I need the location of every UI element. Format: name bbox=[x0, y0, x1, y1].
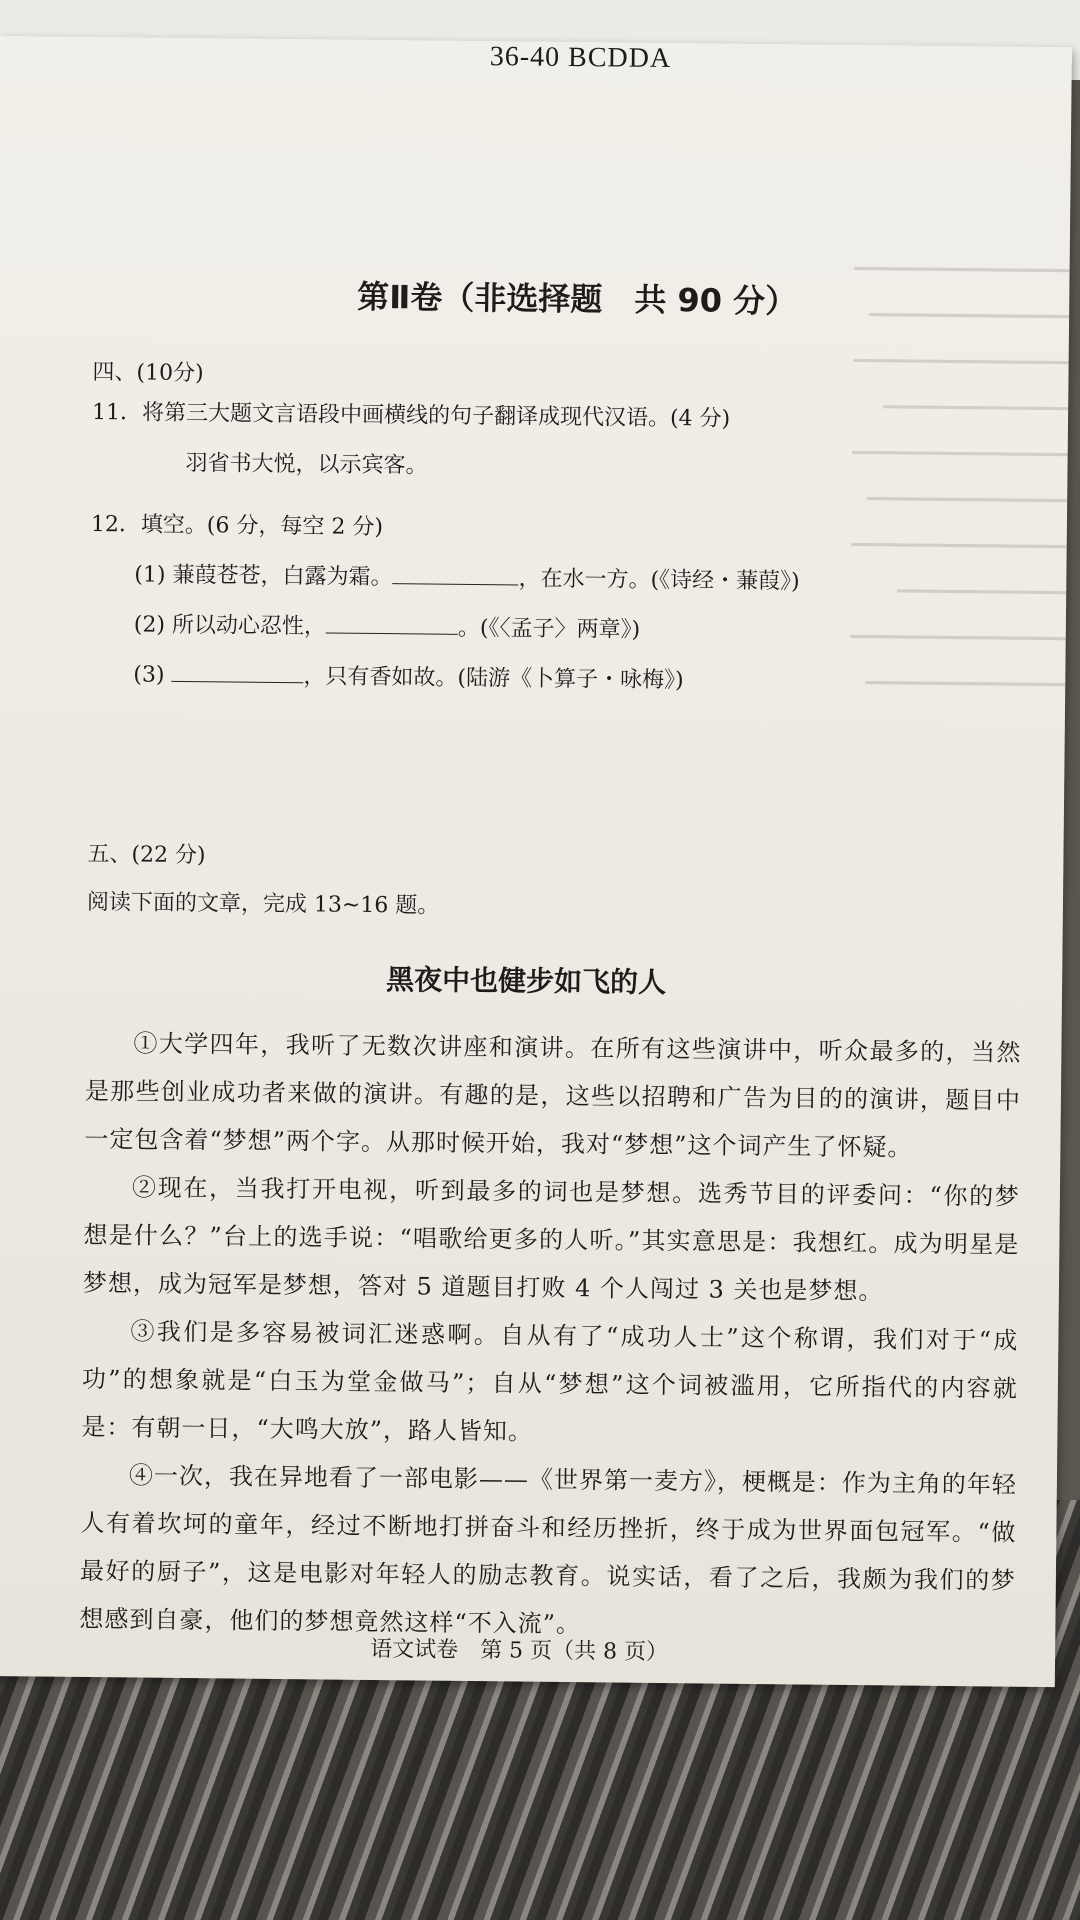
article-paragraph-1: ①大学四年，我听了无数次讲座和演讲。在所有这些演讲中，听众最多的，当然是那些创业成功者来做的演讲。有趣的是，这些以招聘和广告为目的的演讲，题目中一定包含着“梦想”两个字。从那时候开始，我对“梦想”这个词产生了怀疑。 bbox=[84, 1029, 1022, 1162]
article-paragraph-3: ③我们是多容易被词汇迷惑啊。自从有了“成功人士”这个称谓，我们对于“成功”的想象就是“白玉为堂金做马”；自从“梦想”这个词被滥用，它所指代的内容就是：有朝一日，“大鸣大放”，路人皆知。 bbox=[81, 1317, 1019, 1446]
article-paragraph-2: ②现在，当我打开电视，听到最多的词也是梦想。选秀节目的评委问：“你的梦想是什么？”台上的选手说：“唱歌给更多的人听。”其实意思是：我想红。成为明星是梦想，成为冠军是梦想，答对 5 道题目打败 4 个人闯过 3 关也是梦想。 bbox=[82, 1173, 1021, 1306]
q12-item-1-before: (1) 蒹葭苍苍，白露为霜。 bbox=[134, 562, 393, 591]
answer-blank-1[interactable] bbox=[392, 563, 518, 585]
part5-instruction: 阅读下面的文章，完成 13~16 题。 bbox=[86, 889, 440, 919]
section-title: 第Ⅱ卷（非选择题 共 90 分） bbox=[357, 277, 798, 321]
q12-item-3-before: (3) bbox=[133, 662, 165, 688]
q11-sentence: 羽省书大悦，以示宾客。 bbox=[185, 450, 428, 479]
q12-item-2-before: (2) 所以动心忍性， bbox=[133, 612, 327, 640]
exam-page bbox=[0, 36, 1072, 1687]
q12-item-3 bbox=[133, 657, 684, 694]
q12-prompt: 12．填空。(6 分，每空 2 分) bbox=[90, 511, 384, 541]
answer-blank-2[interactable] bbox=[326, 612, 458, 634]
q12-item-1 bbox=[134, 557, 800, 595]
header-answer-key: 36-40 BCDDA bbox=[489, 41, 672, 75]
q12-item-3-after: ，只有香如故。(陆游《卜算子・咏梅》) bbox=[303, 664, 684, 694]
answer-blank-3[interactable] bbox=[171, 661, 303, 683]
part5-heading: 五、(22 分) bbox=[87, 841, 206, 869]
part4-heading: 四、(10分) bbox=[92, 359, 204, 387]
show-through-text: ▁▁▁▁▁▁▁▁▁▁▁▁▁▁ ▁▁▁▁▁▁▁▁▁▁▁▁▁ ▁▁▁▁▁▁▁▁▁▁▁▁▁▁ ▁▁▁▁▁▁▁▁▁▁▁▁ ▁▁▁▁▁▁▁▁▁▁▁▁▁▁ ▁▁▁▁▁▁▁▁▁▁▁▁▁ ▁▁▁▁▁▁▁▁▁▁▁▁▁▁ ▁▁▁▁▁▁▁▁▁▁▁ ▁▁▁▁▁▁▁▁▁▁▁▁▁▁ ▁▁▁▁▁▁▁▁▁▁▁▁▁ bbox=[850, 245, 1070, 687]
q12-item-2 bbox=[134, 607, 641, 643]
article-paragraph-4: ④一次，我在异地看了一部电影——《世界第一麦方》，梗概是：作为主角的年轻人有着坎坷的童年，经过不断地打拼奋斗和经历挫折，终于成为世界面包冠军。“做最好的厨子”，这是电影对年轻人的励志教育。说实话，看了之后，我颇为我们的梦想感到自豪，他们的梦想竟然这样“不入流”。 bbox=[79, 1461, 1018, 1639]
page-footer: 语文试卷 第 5 页（共 8 页） bbox=[370, 1636, 669, 1666]
article-title: 黑夜中也健步如飞的人 bbox=[385, 963, 667, 1000]
q11-prompt: 11．将第三大题文言语段中画横线的句子翻译成现代汉语。(4 分) bbox=[91, 399, 731, 432]
q12-item-2-after: 。(《〈孟子〉两章》) bbox=[457, 615, 641, 643]
q12-item-1-after: ，在水一方。(《诗经・蒹葭》) bbox=[518, 566, 800, 595]
